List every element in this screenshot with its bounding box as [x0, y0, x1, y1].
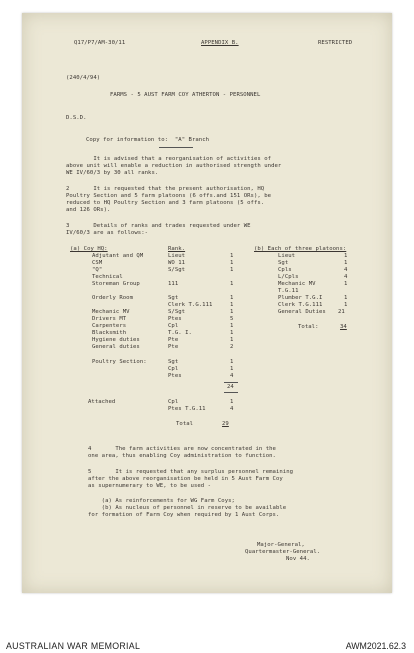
signature-rank: Major-General,	[257, 542, 305, 548]
count-cell: 1	[230, 366, 234, 372]
count-cell: 5	[230, 316, 234, 322]
footer-bar	[0, 596, 414, 653]
role-cell: Adjutant and QM	[92, 253, 144, 259]
count-cell: 1	[344, 302, 348, 308]
count-cell: 1	[230, 260, 234, 266]
classification-label: RESTRICTED	[318, 40, 353, 46]
paragraph-2-line: Poultry Section and 5 farm platoons (6 offs.and 151 ORs), be	[66, 193, 272, 199]
rank-cell: Cpls	[278, 267, 292, 273]
list-item: (b) As nucleus of personnel in reserve to be available	[88, 505, 287, 511]
paragraph-1-line: WE IV/60/3 by 30 all ranks.	[66, 170, 159, 176]
rank-cell: Plumber T.G.I	[278, 295, 323, 301]
rank-cell: Lieut	[168, 253, 186, 259]
count-cell: 1	[230, 323, 234, 329]
count-cell: 21	[338, 309, 345, 315]
paragraph-1-line: above unit will enable a reduction in authorised strength under	[66, 163, 282, 169]
rank-cell: Sgt	[278, 260, 289, 266]
rank-cell: Pte	[168, 337, 179, 343]
addressee: D.S.D.	[66, 115, 87, 121]
count-cell: 1	[344, 295, 348, 301]
role-cell: Mechanic MV	[92, 309, 130, 315]
role-cell: Storeman Group	[92, 281, 140, 287]
role-cell: Carpenters	[92, 323, 127, 329]
paragraph-3-line: IV/60/3 are as follows:-	[66, 230, 149, 236]
total-value: 29	[222, 421, 229, 427]
count-cell: 4	[230, 406, 234, 412]
count-cell: 1	[344, 281, 348, 287]
count-cell: 1	[344, 253, 348, 259]
count-cell: 1	[230, 267, 234, 273]
list-item: for formation of Farm Coy when required by 1 Aust Corps.	[88, 512, 280, 518]
rank-cell: Ptes	[168, 316, 182, 322]
subtotal-value: 24	[227, 384, 234, 390]
date-reference: (240/4/94)	[66, 75, 101, 81]
count-cell: 1	[230, 302, 234, 308]
count-cell: 4	[344, 267, 348, 273]
paragraph-4-line: one area, thus enabling Coy administration to function.	[88, 453, 276, 459]
count-cell: 1	[230, 281, 234, 287]
rank-cell: WO 11	[168, 260, 186, 266]
count-cell: 1	[230, 399, 234, 405]
separator-line	[159, 147, 193, 148]
role-cell: Orderly Room	[92, 295, 134, 301]
subtotal-rule	[224, 392, 238, 393]
count-cell: 1	[230, 330, 234, 336]
count-cell: 1	[230, 359, 234, 365]
count-cell: 2	[230, 344, 234, 350]
count-cell: 1	[230, 337, 234, 343]
rank-cell: T.G.11	[278, 288, 299, 294]
total-label: Total:	[298, 324, 319, 330]
rank-cell: S/Sgt	[168, 309, 186, 315]
document-title: FARMS - 5 AUST FARM COY ATHERTON - PERSONNEL	[110, 92, 261, 98]
count-cell: 1	[230, 253, 234, 259]
rank-cell: Sgt	[168, 359, 179, 365]
rank-cell: 111	[168, 281, 179, 287]
role-cell: Technical	[92, 274, 123, 280]
paragraph-5-line: 5 It is requested that any surplus personnel remaining	[88, 469, 294, 475]
rank-cell: Cpl	[168, 399, 179, 405]
count-cell: 4	[230, 373, 234, 379]
role-cell: CSM	[92, 260, 103, 266]
paragraph-2-line: reduced to HQ Poultry Section and 3 farm platoons (5 offs.	[66, 200, 265, 206]
rank-cell: L/Cpls	[278, 274, 299, 280]
footer-credit: AUSTRALIAN WAR MEMORIAL	[6, 641, 141, 651]
list-item: (a) As reinforcements for WG Farm Coys;	[88, 498, 235, 504]
count-cell: 1	[230, 295, 234, 301]
file-reference: Q17/P7/AM-30/11	[74, 40, 126, 46]
count-cell: 4	[344, 274, 348, 280]
footer-accession-number: AWM2021.62.3	[345, 641, 406, 651]
rank-cell: General Duties	[278, 309, 326, 315]
rank-cell: Clerk T.G.111	[278, 302, 323, 308]
rank-cell: S/Sgt	[168, 267, 186, 273]
signature-title: Quartermaster-General.	[245, 549, 321, 555]
role-cell: Blacksmith	[92, 330, 127, 336]
role-cell: Attached	[88, 399, 116, 405]
document-page	[22, 13, 392, 593]
rank-cell: Lieut	[278, 253, 296, 259]
paragraph-2-line: 2 It is requested that the present authorisation, HQ	[66, 186, 265, 192]
total-value: 34	[340, 324, 347, 330]
coy-hq-heading: (a) Coy HQ:	[70, 246, 108, 252]
subtotal-rule	[224, 382, 238, 383]
role-cell: Drivers MT	[92, 316, 127, 322]
role-cell: Hygiene duties	[92, 337, 140, 343]
rank-cell: Mechanic MV	[278, 281, 316, 287]
copy-line: Copy for information to: "A" Branch	[86, 137, 210, 143]
paragraph-2-line: and 126 ORs).	[66, 207, 111, 213]
paragraph-3-line: 3 Details of ranks and trades requested under WE	[66, 223, 251, 229]
total-label: Total	[176, 421, 194, 427]
count-cell: 1	[344, 260, 348, 266]
rank-cell: Cpl	[168, 323, 179, 329]
rank-cell: Pte	[168, 344, 179, 350]
paragraph-5-line: as supernumerary to WE, to be used -	[88, 483, 212, 489]
paragraph-5-line: after the above reorganisation be held in 5 Aust Farm Coy	[88, 476, 283, 482]
paragraph-1-line: It is advised that a reorganisation of activities of	[66, 156, 272, 162]
rank-cell: Cpl	[168, 366, 179, 372]
signature-date: Nov 44.	[286, 556, 310, 562]
rank-cell: Sgt	[168, 295, 179, 301]
count-cell: 1	[230, 309, 234, 315]
paragraph-4-line: 4 The farm activities are now concentrated in the	[88, 446, 276, 452]
role-cell: "Q"	[92, 267, 103, 273]
rank-cell: Ptes	[168, 373, 182, 379]
appendix-label: APPENDIX B.	[201, 40, 239, 46]
platoons-heading: (b) Each of three platoons:	[254, 246, 347, 252]
role-cell: General duties	[92, 344, 140, 350]
rank-heading: Rank.	[168, 246, 186, 252]
rank-cell: Ptes T.G.11	[168, 406, 206, 412]
rank-cell: Clerk T.G.111	[168, 302, 213, 308]
rank-cell: T.G. I.	[168, 330, 192, 336]
role-cell: Poultry Section:	[92, 359, 147, 365]
